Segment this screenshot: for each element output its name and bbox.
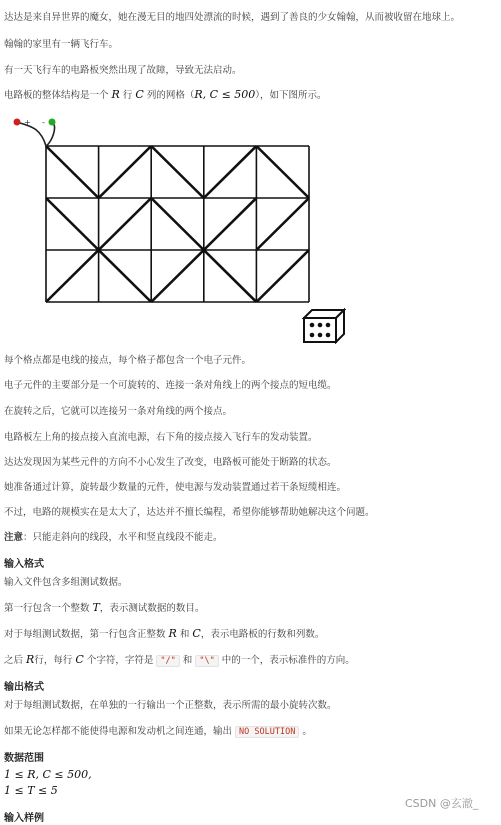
text: 如果无论怎样都不能使得电源和发动机之间连通，输出 bbox=[4, 726, 233, 737]
text: 和 bbox=[179, 629, 190, 640]
right-wire bbox=[46, 122, 54, 146]
input-line-3 bbox=[4, 627, 324, 641]
diagonal-cable-slash bbox=[46, 250, 99, 302]
diagonal-cable-slash bbox=[99, 146, 152, 198]
math-constraint: R, C ≤ 500 bbox=[194, 88, 256, 101]
diagonal-cable-backslash bbox=[256, 146, 309, 198]
text: 。 bbox=[302, 726, 312, 737]
paragraph-rotation: 在旋转之后，它就可以连接另一条对角线的两个接点。 bbox=[4, 406, 233, 417]
math-c: C bbox=[192, 627, 201, 640]
diagonal-cable-backslash bbox=[99, 250, 152, 302]
code-slash: "/" bbox=[156, 655, 179, 667]
plus-label: + bbox=[24, 118, 31, 127]
note-label: 注意 bbox=[4, 532, 24, 543]
paragraph-nodes: 每个格点都是电线的接点，每个格子都包含一个电子元件。 bbox=[4, 355, 252, 366]
text: 第一行包含一个整数 bbox=[4, 603, 90, 614]
power-minus-terminal bbox=[49, 119, 56, 126]
code-backslash: "\" bbox=[195, 655, 218, 667]
csdn-watermark: CSDN @玄澈_ bbox=[405, 797, 479, 810]
text: ），如下图所示。 bbox=[255, 90, 327, 101]
text: 行 bbox=[122, 90, 133, 101]
diagonal-cable-slash bbox=[256, 250, 309, 302]
diagonal-cable-slash bbox=[151, 250, 204, 302]
diagonal-cable-slash bbox=[99, 198, 152, 250]
paragraph-fault: 有一天飞行车的电路板突然出现了故障，导致无法启动。 bbox=[4, 65, 242, 76]
text: 对于每组测试数据，第一行包含正整数 bbox=[4, 629, 166, 640]
circuit-board-figure bbox=[10, 112, 350, 344]
paragraph-broken: 达达发现因为某些元件的方向不小心发生了改变，电路板可能处于断路的状态。 bbox=[4, 457, 337, 468]
text: 电路板的整体结构是一个 bbox=[4, 90, 109, 101]
input-format-heading: 输入格式 bbox=[4, 559, 44, 570]
math-r: R bbox=[168, 627, 177, 640]
range-line-1: 1 ≤ R, C ≤ 500, bbox=[4, 768, 92, 781]
diagonal-cable-backslash bbox=[151, 146, 204, 198]
input-line-2 bbox=[4, 601, 204, 615]
text: 行，每行 bbox=[34, 655, 73, 666]
paragraph-car: 翰翰的家里有一辆飞行车。 bbox=[4, 39, 119, 50]
text: 之后 bbox=[4, 655, 24, 666]
diagonal-cable-slash bbox=[204, 198, 257, 250]
sample-input-heading: 输入样例 bbox=[4, 813, 44, 824]
range-line-2: 1 ≤ T ≤ 5 bbox=[4, 784, 58, 797]
paragraph-intro: 达达是来自异世界的魔女，她在漫无目的地四处漂流的时候，遇到了善良的少女翰翰，从而被收留在地球上。 bbox=[4, 12, 461, 23]
code-no-solution: NO SOLUTION bbox=[235, 726, 299, 738]
text: 列的网格（ bbox=[146, 90, 195, 101]
math-r: R bbox=[111, 88, 120, 101]
circuit-grid bbox=[46, 146, 309, 302]
paragraph-help: 不过，电路的规模实在是太大了，达达并不擅长编程，希望你能够帮助她解决这个问题。 bbox=[4, 507, 375, 518]
data-range-heading: 数据范围 bbox=[4, 753, 44, 764]
diagonal-cable-backslash bbox=[204, 250, 257, 302]
text: 个字符，字符是 bbox=[86, 655, 154, 666]
text: 中的一个，表示标准件的方向。 bbox=[221, 655, 355, 666]
input-line-1: 输入文件包含多组测试数据。 bbox=[4, 577, 128, 588]
paragraph-goal: 她准备通过计算，旋转最少数量的元件，使电源与发动装置通过若干条短缆相连。 bbox=[4, 482, 347, 493]
diagonal-cable-slash bbox=[204, 146, 257, 198]
math-c: C bbox=[75, 653, 84, 666]
math-c: C bbox=[135, 88, 144, 101]
output-format-heading: 输出格式 bbox=[4, 682, 44, 693]
text: 和 bbox=[182, 655, 193, 666]
text: ，表示电路板的行数和列数。 bbox=[200, 629, 325, 640]
input-line-4 bbox=[4, 653, 355, 668]
output-line-1: 对于每组测试数据，在单独的一行输出一个正整数，表示所需的最小旋转次数。 bbox=[4, 700, 337, 711]
paragraph-grid bbox=[4, 88, 327, 102]
diagonal-cable-slash bbox=[256, 198, 309, 250]
diagonal-cable-backslash bbox=[46, 198, 99, 250]
math-t: T bbox=[92, 601, 100, 614]
paragraph-power: 电路板左上角的接点接入直流电源，右下角的接点接入飞行车的发动装置。 bbox=[4, 432, 318, 443]
minus-label: - bbox=[42, 118, 45, 127]
output-line-2 bbox=[4, 725, 312, 739]
engine-device-icon bbox=[304, 310, 344, 342]
text: ，表示测试数据的数目。 bbox=[99, 603, 205, 614]
math-r: R bbox=[26, 653, 35, 666]
diagonal-cable-backslash bbox=[46, 146, 99, 198]
power-plus-terminal bbox=[14, 119, 21, 126]
paragraph-note bbox=[4, 531, 223, 544]
diagonal-cable-backslash bbox=[151, 198, 204, 250]
note-text: ：只能走斜向的线段，水平和竖直线段不能走。 bbox=[23, 532, 223, 543]
paragraph-cable: 电子元件的主要部分是一个可旋转的、连接一条对角线上的两个接点的短电缆。 bbox=[4, 380, 337, 391]
